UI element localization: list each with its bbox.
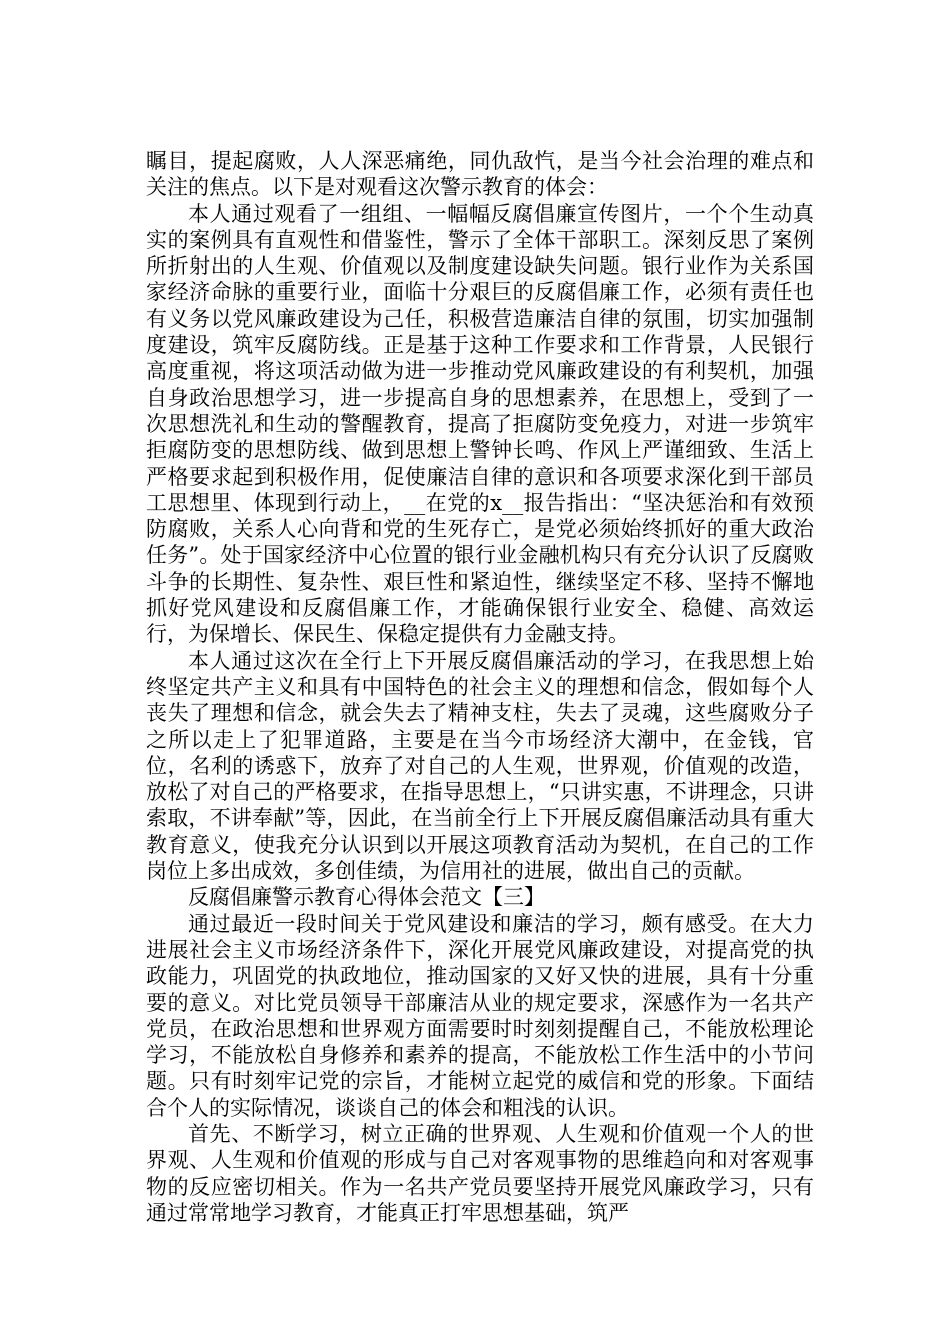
paragraph-viewing-pictures: 本人通过观看了一组组、一幅幅反腐倡廉宣传图片，一个个生动真实的案例具有直观性和借鉴性，警示了全体干部职工。深刻反思了案例所折射出的人生观、价值观以及制度建设缺失问题。银行业作为关系国家经济命脉的重要行业，面临十分艰巨的反腐倡廉工作，必须有责任也有义务以党风廉政建设为己任，积极营造廉洁自律的氛围，切实加强制度建设，筑牢反腐防线。正是基于这种工作要求和工作背景，人民银行高度重视，将这项活动做为进一步推动党风廉政建设的有利契机，加强自身政治思想学习，进一步提高自身的思想素养，在思想上，受到了一次思想洗礼和生动的警醒教育，提高了拒腐防变免疫力，对进一步筑牢拒腐防变的思想防线、做到思想上警钟长鸣、作风上严谨细致、生活上严格要求起到积极作用，促使廉洁自律的意识和各项要求深化到干部员工思想里、体现到行动上，__在党的x__报告指出：“坚决惩治和有效预防腐败，关系人心向背和党的生死存亡，是党必须始终抓好的重大政治任务”。处于国家经济中心位置的银行业金融机构只有充分认识了反腐败斗争的长期性、复杂性、艰巨性和紧迫性，继续坚定不移、坚持不懈地抓好党风建设和反腐倡廉工作，才能确保银行业安全、稳健、高效运行，为保增长、保民生、保稳定提供有力金融支持。 [146, 201, 814, 647]
section-heading: 反腐倡廉警示教育心得体会范文【三】 [188, 885, 545, 910]
paragraph-recent-study: 通过最近一段时间关于党风建设和廉洁的学习，颇有感受。在大力进展社会主义市场经济条件下，深化开展党风廉政建设，对提高党的执政能力，巩固党的执政地位，推动国家的又好又快的进展，具有十分重要的意义。对比党员领导干部廉洁从业的规定要求，深感作为一名共产党员，在政治思想和世界观方面需要时时刻刻提醒自己，不能放松理论学习，不能放松自身修养和素养的提高，不能放松工作生活中的小节问题。只有时刻牢记党的宗旨，才能树立起党的威信和党的形象。下面结合个人的实际情况，谈谈自己的体会和粗浅的认识。 [146, 911, 814, 1120]
paragraph-first-point: 首先、不断学习，树立正确的世界观、人生观和价值观一个人的世界观、人生观和价值观的形成与自己对客观事物的思维趋向和对客观事物的反应密切相关。作为一名共产党员要坚持开展党风廉政学习，只有通过常常地学习教育，才能真正打牢思想基础，筑严 [146, 1121, 814, 1225]
paragraph-study-activity: 本人通过这次在全行上下开展反腐倡廉活动的学习，在我思想上始终坚定共产主义和具有中国特色的社会主义的理想和信念，假如每个人丧失了理想和信念，就会失去了精神支柱，失去了灵魂，这些腐败分子之所以走上了犯罪道路，主要是在当今市场经济大潮中，在金钱，官位，名利的诱惑下，放弃了对自己的人生观，世界观，价值观的改造，放松了对自己的严格要求，在指导思想上，“只讲实惠，不讲理念，只讲索取，不讲奉献”等，因此，在当前全行上下开展反腐倡廉活动具有重大教育意义，使我充分认识到以开展这项教育活动为契机，在自己的工作岗位上多出成效，多创佳绩，为信用社的进展，做出自己的贡献。 [146, 648, 814, 884]
paragraph-intro: 瞩目，提起腐败，人人深恶痛绝，同仇敌忾，是当今社会治理的难点和关注的焦点。以下是对观看这次警示教育的体会： [146, 149, 814, 200]
document-body [146, 148, 814, 1226]
